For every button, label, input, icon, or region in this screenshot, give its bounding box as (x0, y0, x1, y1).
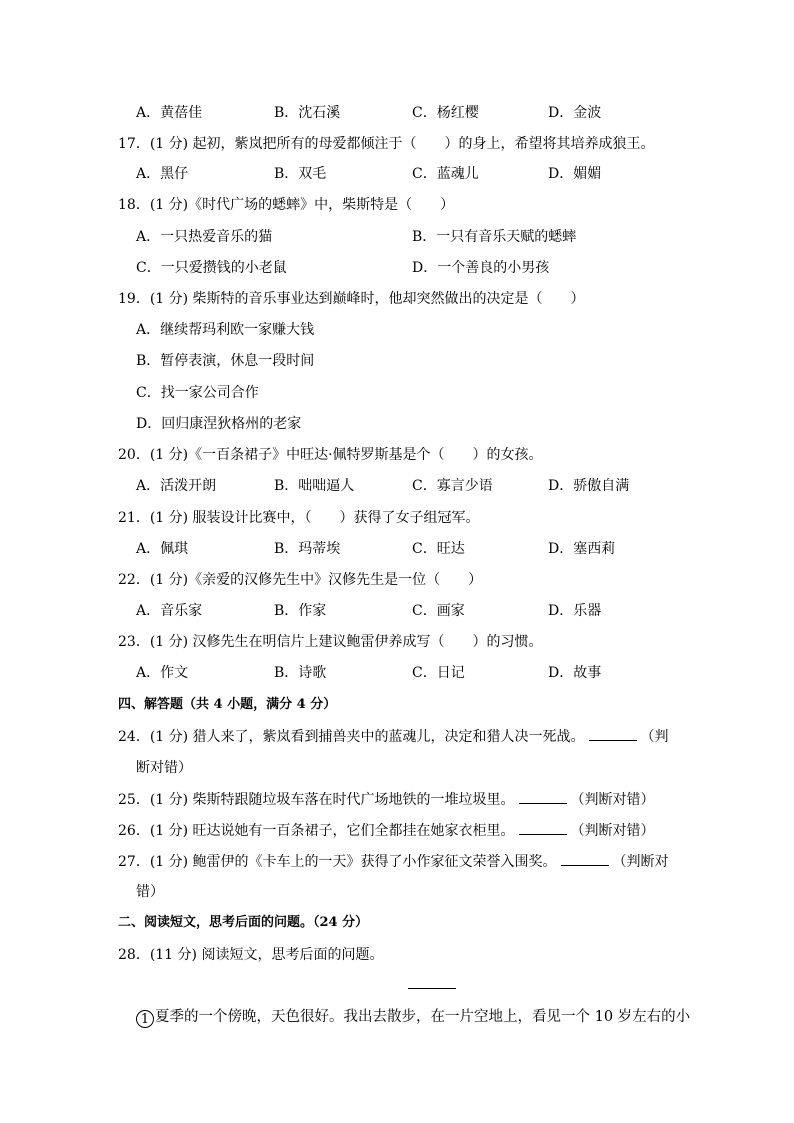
q21-stem: 21．(1 分) 服装设计比赛中，（ ）获得了女子组冠军。 (118, 510, 480, 526)
q22-option-d: D．乐器 (548, 603, 602, 619)
q21-option-a: A．佩琪 (136, 541, 189, 557)
q21-option-c: C．旺达 (412, 541, 465, 557)
q24-text: 24．(1 分) 猎人来了，紫岚看到捕兽夹中的蓝魂儿，决定和猎人决一死战。 (118, 729, 585, 745)
q26-item (118, 820, 655, 840)
q22-option-b: B．作家 (274, 603, 327, 619)
passage-text: 夏季的一个傍晚，天色很好。我出去散步，在一片空地上，看见一个 10 岁左右的小 (155, 1009, 691, 1025)
q22-stem: 22．(1 分)《亲爱的汉修先生中》汉修先生是一位（ ） (118, 572, 483, 588)
q18-option-d: D．一个善良的小男孩 (412, 260, 550, 276)
q21-option-b: B．玛蒂埃 (274, 541, 341, 557)
q23-stem: 23．(1 分) 汉修先生在明信片上建议鲍雷伊养成写（ ）的习惯。 (118, 634, 543, 650)
q19-option-a: A．继续帮玛利欧一家赚大钱 (136, 322, 315, 338)
q22-option-c: C．画家 (412, 603, 465, 619)
q23-option-d: D．故事 (548, 665, 602, 681)
paragraph-number-marker: 1 (136, 1010, 154, 1028)
q18-option-a: A．一只热爱音乐的猫 (136, 229, 273, 245)
q20-stem: 20．(1 分)《一百条裙子》中旺达·佩特罗斯基是个（ ）的女孩。 (118, 447, 543, 463)
q27-item (118, 851, 669, 871)
q19-option-c: C．找一家公司合作 (136, 385, 259, 401)
q27-answer-blank[interactable] (561, 851, 609, 866)
q25-text: 25．(1 分) 柴斯特跟随垃圾车落在时代广场地铁的一堆垃圾里。 (118, 792, 515, 808)
q24-continuation: 断对错） (136, 760, 192, 776)
q22-option-a: A．音乐家 (136, 603, 203, 619)
q16-option-c: C．杨红樱 (412, 105, 479, 121)
q20-option-d: D．骄傲自满 (548, 478, 630, 494)
q17-stem: 17．(1 分) 起初，紫岚把所有的母爱都倾注于（ ）的身上，希望将其培养成狼王。 (118, 136, 655, 152)
q20-option-a: A．活泼开朗 (136, 478, 217, 494)
q24-answer-blank[interactable] (589, 726, 637, 741)
q17-option-d: D．媚媚 (548, 166, 602, 182)
q20-option-c: C．寡言少语 (412, 478, 493, 494)
section-heading-2: 二、阅读短文，思考后面的问题。（24 分） (118, 915, 369, 930)
q16-option-a: A．黄蓓佳 (136, 105, 203, 121)
q19-option-b: B．暂停表演，休息一段时间 (136, 353, 315, 369)
q18-stem: 18．(1 分)《时代广场的蟋蟀》中，柴斯特是（ ） (118, 197, 455, 213)
q23-option-a: A．作文 (136, 665, 189, 681)
q20-option-b: B．咄咄逼人 (274, 478, 355, 494)
q26-answer-blank[interactable] (519, 820, 567, 835)
q25-item (118, 789, 655, 809)
q16-option-b: B．沈石溪 (274, 105, 341, 121)
q25-answer-blank[interactable] (519, 789, 567, 804)
q24-suffix: （判 (640, 729, 669, 745)
q18-option-b: B．一只有音乐天赋的蟋蟀 (412, 229, 577, 245)
section-heading-4: 四、解答题（共 4 小题，满分 4 分） (118, 697, 337, 712)
q25-suffix: （判断对错） (570, 792, 655, 808)
q27-continuation: 错） (136, 884, 164, 900)
q16-option-d: D．金波 (548, 105, 602, 121)
q26-text: 26．(1 分) 旺达说她有一百条裙子，它们全都挂在她家衣柜里。 (118, 823, 515, 839)
passage-title-rule (408, 988, 456, 989)
q23-option-b: B．诗歌 (274, 665, 327, 681)
q17-option-c: C．蓝魂儿 (412, 166, 479, 182)
passage-paragraph-1 (136, 1007, 690, 1027)
q28-stem: 28．(11 分) 阅读短文，思考后面的问题。 (118, 947, 384, 963)
q23-option-c: C．日记 (412, 665, 465, 681)
q17-option-b: B．双毛 (274, 166, 327, 182)
q26-suffix: （判断对错） (570, 823, 655, 839)
q17-option-a: A．黑仔 (136, 166, 189, 182)
q19-option-d: D．回归康涅狄格州的老家 (136, 416, 302, 432)
q24-item (118, 726, 669, 746)
q21-option-d: D．塞西莉 (548, 541, 616, 557)
q27-text: 27．(1 分) 鲍雷伊的《卡车上的一天》获得了小作家征文荣誉入围奖。 (118, 854, 557, 870)
q19-stem: 19．(1 分) 柴斯特的音乐事业达到巅峰时，他却突然做出的决定是（ ） (118, 291, 585, 307)
q18-option-c: C．一只爱攒钱的小老鼠 (136, 260, 287, 276)
q27-suffix: （判断对 (612, 854, 669, 870)
